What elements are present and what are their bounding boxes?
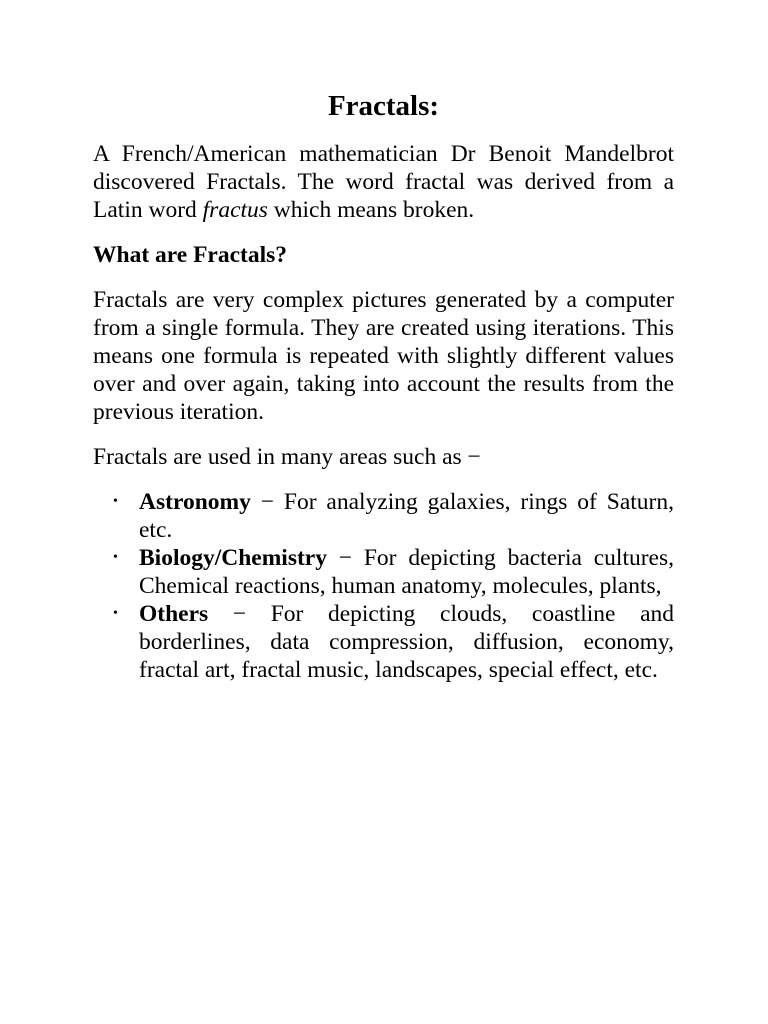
uses-intro-paragraph: Fractals are used in many areas such as − <box>93 444 481 470</box>
intro-text-start: A French/American mathematician Dr Benoit Mandelbrot discovered Fractals. The word fractal was derived from a Latin word <box>93 141 674 223</box>
list-item-term: Biology/Chemistry <box>139 545 327 571</box>
list-item <box>93 600 674 684</box>
list-item-text: − For depicting bacteria cultures, Chemical reactions, human anatomy, molecules, plants, <box>139 545 674 599</box>
uses-list <box>93 488 674 684</box>
list-item-term: Astronomy <box>139 489 251 515</box>
list-item <box>93 488 674 544</box>
section-heading: What are Fractals? <box>93 242 288 268</box>
page-title: Fractals: <box>327 90 440 122</box>
description-paragraph: Fractals are very complex pictures generated by a computer from a single formula. They are created using iterations. This means one formula is repeated with slightly different values over and over again, taking into account the results from the previous iteration. <box>93 287 674 425</box>
bullet-icon: • <box>113 494 118 509</box>
intro-text-end: which means broken. <box>267 197 475 223</box>
intro-paragraph <box>93 140 674 224</box>
bullet-icon: • <box>113 606 118 621</box>
bullet-icon: • <box>113 550 118 565</box>
list-item-term: Others <box>139 601 209 627</box>
list-item-text: − For depicting clouds, coastline and borderlines, data compression, diffusion, economy, fractal art, fractal music, landscapes, special effect, etc. <box>139 601 674 683</box>
intro-italic-word: fractus <box>202 197 268 223</box>
document-page <box>93 86 674 684</box>
list-item-text: − For analyzing galaxies, rings of Saturn, etc. <box>139 489 674 543</box>
list-item <box>93 544 674 600</box>
